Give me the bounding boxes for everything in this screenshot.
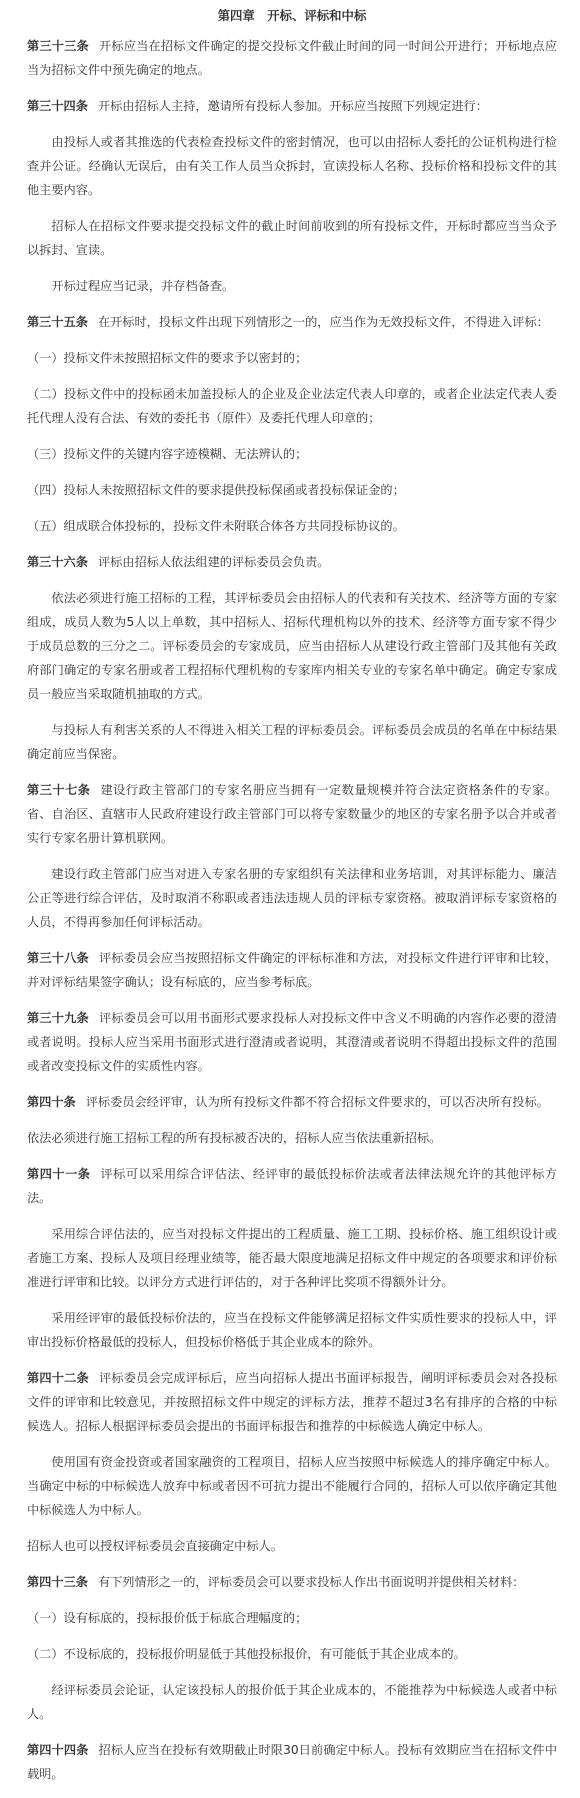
article-number: 第三十八条 xyxy=(27,951,89,965)
article-text: 在开标时，投标文件出现下列情形之一的，应当作为无效投标文件，不得进入评标： xyxy=(97,315,549,329)
article-text: 开标由招标人主持，邀请所有投标人参加。开标应当按照下列规定进行： xyxy=(97,99,488,113)
article-text: 招标人应当在投标有效期截止时限30日前确定中标人。投标有效期应当在招标文件中载明。 xyxy=(27,1743,558,1781)
article-number: 第四十一条 xyxy=(27,1167,91,1181)
article-paragraph xyxy=(27,34,557,82)
paragraph: 招标人也可以授权评标委员会直接确定中标人。 xyxy=(27,1539,283,1553)
article-paragraph xyxy=(27,310,557,334)
article-paragraph xyxy=(27,778,557,850)
paragraph: 建设行政主管部门应当对进入专家名册的专家组织有关法律和业务培训，对其评标能力、廉洁公正等进行综合评估，及时取消不称职或者违法违规人员的评标专家资格。被取消评标专家资格的人员，不得再参加任何评标活动。 xyxy=(27,867,557,929)
paragraph: 与投标人有利害关系的人不得进入相关工程的评标委员会。评标委员会成员的名单在中标结果确定前应当保密。 xyxy=(27,723,557,761)
article-paragraph xyxy=(27,1366,557,1438)
paragraph: 招标人在招标文件要求提交投标文件的截止时间前收到的所有投标文件，开标时都应当当众予以拆封、宣读。 xyxy=(27,219,557,257)
paragraph: 由投标人或者其推选的代表检查投标文件的密封情况，也可以由招标人委托的公证机构进行检查并公证。经确认无误后，由有关工作人员当众拆封，宣读投标人名称、投标价格和投标文件的其他主要内容。 xyxy=(27,135,557,197)
article-number: 第三十五条 xyxy=(27,315,88,329)
article-text: 建设行政主管部门的专家名册应当拥有一定数量规模并符合法定资格条件的专家。省、自治区、直辖市人民政府建设行政主管部门可以将专家数量少的地区的专家名册予以合并或者实行专家名册计算机联网。 xyxy=(27,783,558,845)
list-item: （二）不设标底的，投标报价明显低于其他投标报价，有可能低于其企业成本的。 xyxy=(27,1647,466,1661)
article-text: 评标委员会可以用书面形式要求投标人对投标文件中含义不明确的内容作必要的澄清或者说明。投标人应当采用书面形式进行澄清或者说明，其澄清或者说明不得超出投标文件的范围或者改变投标文件的实质性内容。 xyxy=(27,1011,558,1073)
article-text: 评标委员会完成评标后，应当向招标人提出书面评标报告，阐明评标委员会对各投标文件的评审和比较意见，并按照招标文件中规定的评标方法，推荐不超过3名有排序的合格的中标候选人。招标人根据评标委员会提出的书面评标报告和推荐的中标候选人确定中标人。 xyxy=(27,1371,558,1433)
article-paragraph xyxy=(27,1738,557,1786)
article-number: 第四十二条 xyxy=(27,1371,89,1385)
list-item: （五）组成联合体投标的，投标文件未附联合体各方共同投标协议的。 xyxy=(27,519,405,533)
list-item: （一）投标文件未按照招标文件的要求予以密封的； xyxy=(27,351,308,365)
article-paragraph xyxy=(27,550,557,574)
article-paragraph xyxy=(27,946,557,994)
article-paragraph xyxy=(27,94,557,118)
article-paragraph xyxy=(27,1006,557,1078)
article-paragraph xyxy=(27,1090,557,1114)
article-number: 第三十四条 xyxy=(27,99,88,113)
article-text: 开标应当在招标文件确定的提交投标文件截止时间的同一时间公开进行；开标地点应当为招标文件中预先确定的地点。 xyxy=(27,39,558,77)
list-item: （一）设有标底的，投标报价低于标底合理幅度的； xyxy=(27,1611,308,1625)
list-item: （四）投标人未按照招标文件的要求提供投标保函或者投标保证金的； xyxy=(27,483,405,497)
article-number: 第四十条 xyxy=(27,1095,76,1109)
article-paragraph xyxy=(27,1570,557,1594)
list-item: （三）投标文件的关键内容字迹模糊、无法辨认的； xyxy=(27,447,308,461)
document-body xyxy=(27,0,557,1798)
article-text: 评标由招标人依法组建的评标委员会负责。 xyxy=(97,555,330,569)
paragraph: 依法必须进行施工招标的工程，其评标委员会由招标人的代表和有关技术、经济等方面的专家组成，成员人数为5人以上单数，其中招标人、招标代理机构以外的技术、经济等方面专家不得少于成员总数的三分之二。评标委员会的专家成员，应当由招标人从建设行政主管部门及其他有关政府部门确定的专家名册或者工程招标代理机构的专家库内相关专业的专家名单中确定。确定专家成员一般应当采取随机抽取的方式。 xyxy=(27,591,557,701)
article-number: 第四十四条 xyxy=(27,1743,89,1757)
paragraph: 开标过程应当记录，并存档备查。 xyxy=(51,279,235,293)
article-number: 第四十三条 xyxy=(27,1575,88,1589)
article-paragraph xyxy=(27,1162,557,1210)
paragraph: 采用经评审的最低投标价法的，应当在投标文件能够满足招标文件实质性要求的投标人中，评审出投标价格最低的投标人，但投标价格低于其企业成本的除外。 xyxy=(27,1311,557,1349)
article-text: 评标委员会应当按照招标文件确定的评标标准和方法，对投标文件进行评审和比较，并对评标结果签字确认；设有标底的，应当参考标底。 xyxy=(27,951,558,989)
paragraph: 采用综合评估法的，应当对投标文件提出的工程质量、施工工期、投标价格、施工组织设计或者施工方案、投标人及项目经理业绩等，能否最大限度地满足招标文件中规定的各项要求和评价标准进行评审和比较。以评分方式进行评估的，对于各种评比奖项不得额外计分。 xyxy=(27,1227,557,1289)
list-item: （二）投标文件中的投标函未加盖投标人的企业及企业法定代表人印章的，或者企业法定代表人委托代理人没有合法、有效的委托书（原件）及委托代理人印章的； xyxy=(27,387,557,425)
article-number: 第三十九条 xyxy=(27,1011,89,1025)
article-text: 有下列情形之一的，评标委员会可以要求投标人作出书面说明并提供相关材料： xyxy=(97,1575,525,1589)
article-number: 第三十七条 xyxy=(27,783,91,797)
paragraph: 依法必须进行施工招标工程的所有投标被否决的，招标人应当依法重新招标。 xyxy=(27,1131,442,1145)
article-list xyxy=(27,34,557,1786)
article-text: 评标可以采用综合评估法、经评审的最低投标价法或者法律法规允许的其他评标方法。 xyxy=(27,1167,558,1205)
article-number: 第三十六条 xyxy=(27,555,88,569)
article-number: 第三十三条 xyxy=(27,39,89,53)
chapter-title: 第四章 开标、评标和中标 xyxy=(217,8,367,23)
article-text: 评标委员会经评审，认为所有投标文件都不符合招标文件要求的，可以否决所有投标。 xyxy=(85,1095,549,1109)
paragraph: 使用国有资金投资或者国家融资的工程项目，招标人应当按照中标候选人的排序确定中标人。当确定中标的中标候选人放弃中标或者因不可抗力提出不能履行合同的，招标人可以依序确定其他中标候选人为中标人。 xyxy=(27,1455,557,1517)
paragraph: 经评标委员会论证，认定该投标人的报价低于其企业成本的，不能推荐为中标候选人或者中标人。 xyxy=(27,1683,557,1721)
